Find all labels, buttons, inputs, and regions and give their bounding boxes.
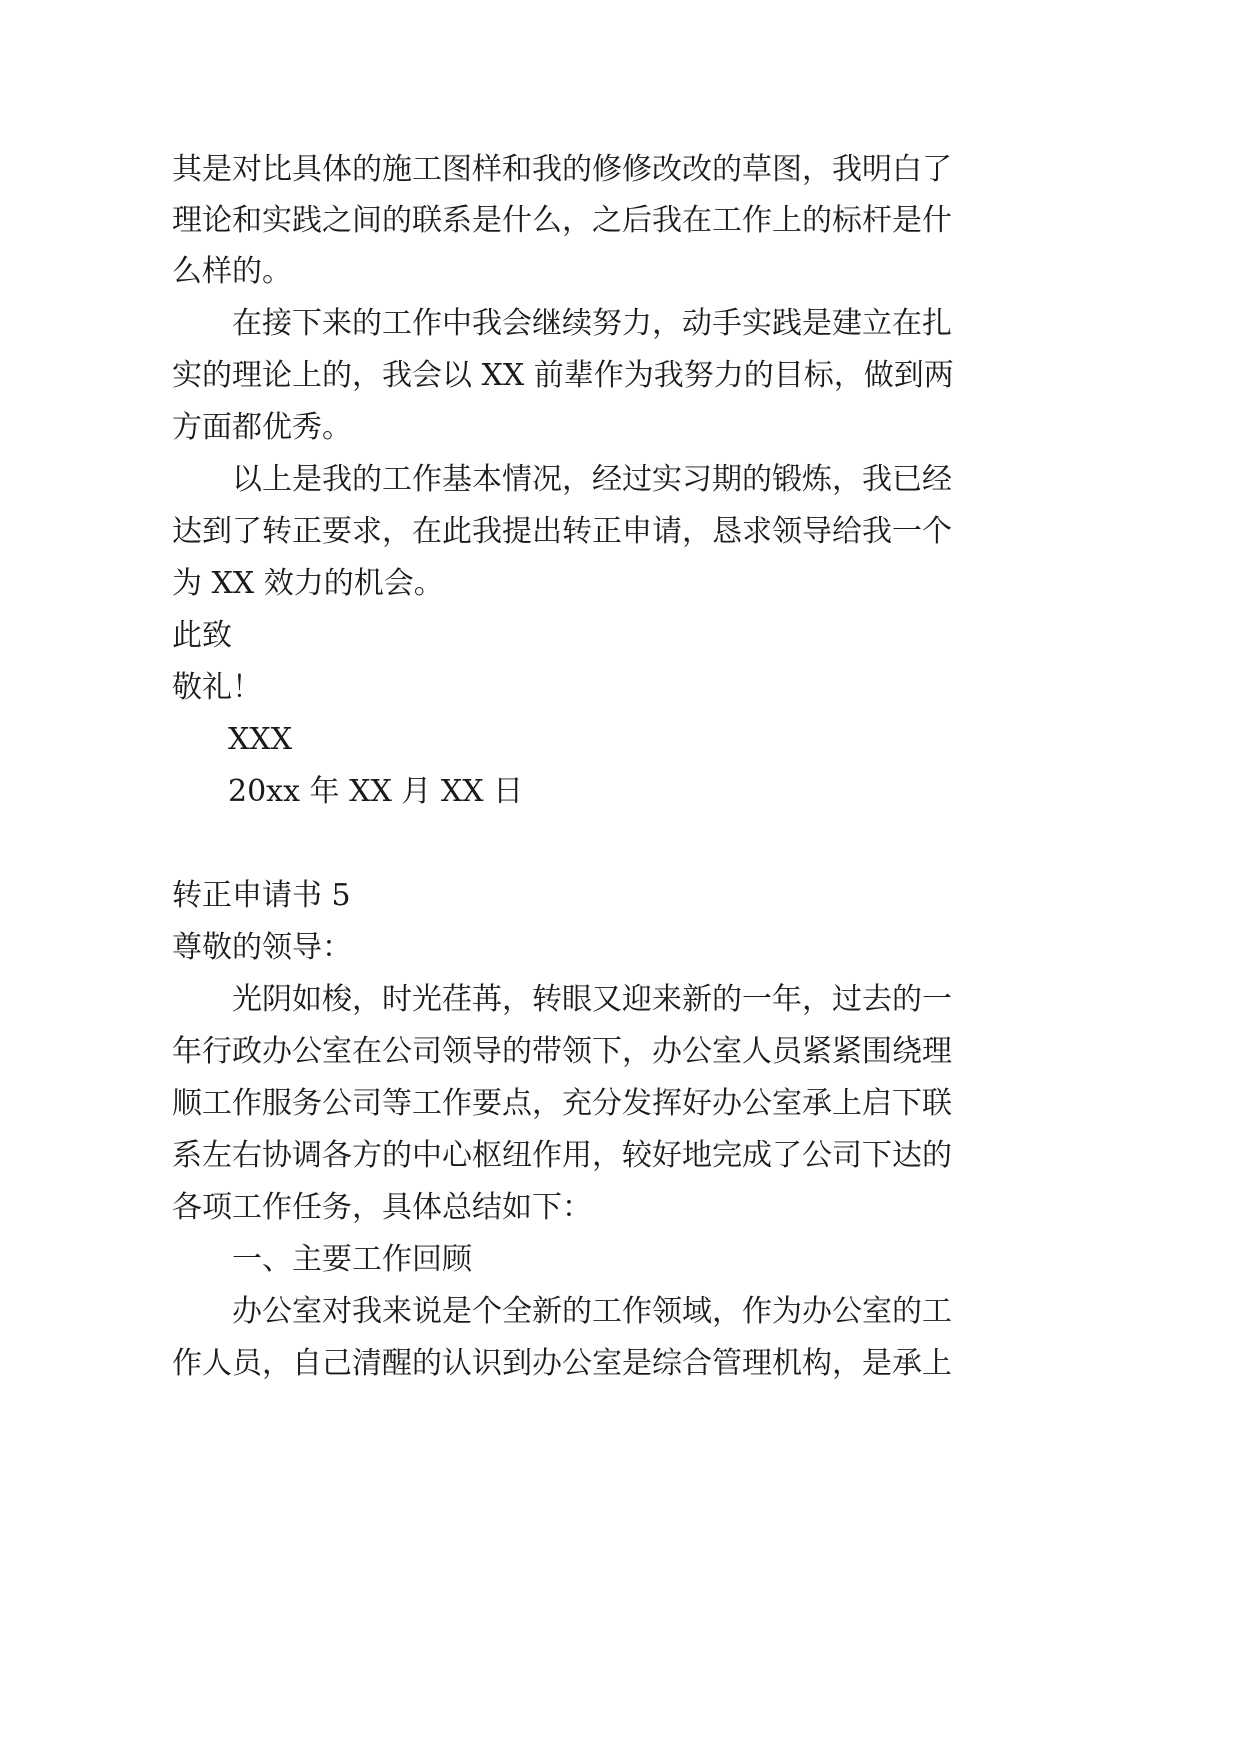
closing-salutation: 此致: [172, 618, 232, 653]
body-line: 顺工作服务公司等工作要点，充分发挥好办公室承上启下联: [172, 1086, 952, 1121]
closing-regards: 敬礼！: [172, 670, 262, 705]
body-line: 光阴如梭，时光荏苒，转眼又迎来新的一年，过去的一: [232, 982, 952, 1017]
body-line: 年行政办公室在公司领导的带领下，办公室人员紧紧围绕理: [172, 1034, 952, 1069]
body-line: 其是对比具体的施工图样和我的修修改改的草图，我明白了: [172, 152, 952, 187]
body-line: 为 XX 效力的机会。: [172, 566, 444, 601]
section-title: 转正申请书 5: [172, 878, 351, 913]
body-line: 各项工作任务，具体总结如下：: [172, 1190, 592, 1225]
body-line: 实的理论上的，我会以 XX 前辈作为我努力的目标，做到两: [172, 358, 954, 393]
body-line: 在接下来的工作中我会继续努力，动手实践是建立在扎: [232, 306, 952, 341]
body-line: 作人员，自己清醒的认识到办公室是综合管理机构，是承上: [172, 1346, 952, 1381]
body-line: 办公室对我来说是个全新的工作领域，作为办公室的工: [232, 1294, 952, 1329]
signature-date: 20xx 年 XX 月 XX 日: [228, 774, 524, 809]
body-line: 以上是我的工作基本情况，经过实习期的锻炼，我已经: [232, 462, 952, 497]
body-line: 么样的。: [172, 254, 292, 289]
signature-name: XXX: [228, 722, 293, 757]
body-line: 系左右协调各方的中心枢纽作用，较好地完成了公司下达的: [172, 1138, 952, 1173]
body-line: 方面都优秀。: [172, 410, 352, 445]
body-line: 理论和实践之间的联系是什么，之后我在工作上的标杆是什: [172, 203, 952, 238]
subsection-heading: 一、主要工作回顾: [232, 1242, 472, 1277]
body-line: 达到了转正要求，在此我提出转正申请，恳求领导给我一个: [172, 514, 952, 549]
greeting: 尊敬的领导：: [172, 930, 352, 965]
